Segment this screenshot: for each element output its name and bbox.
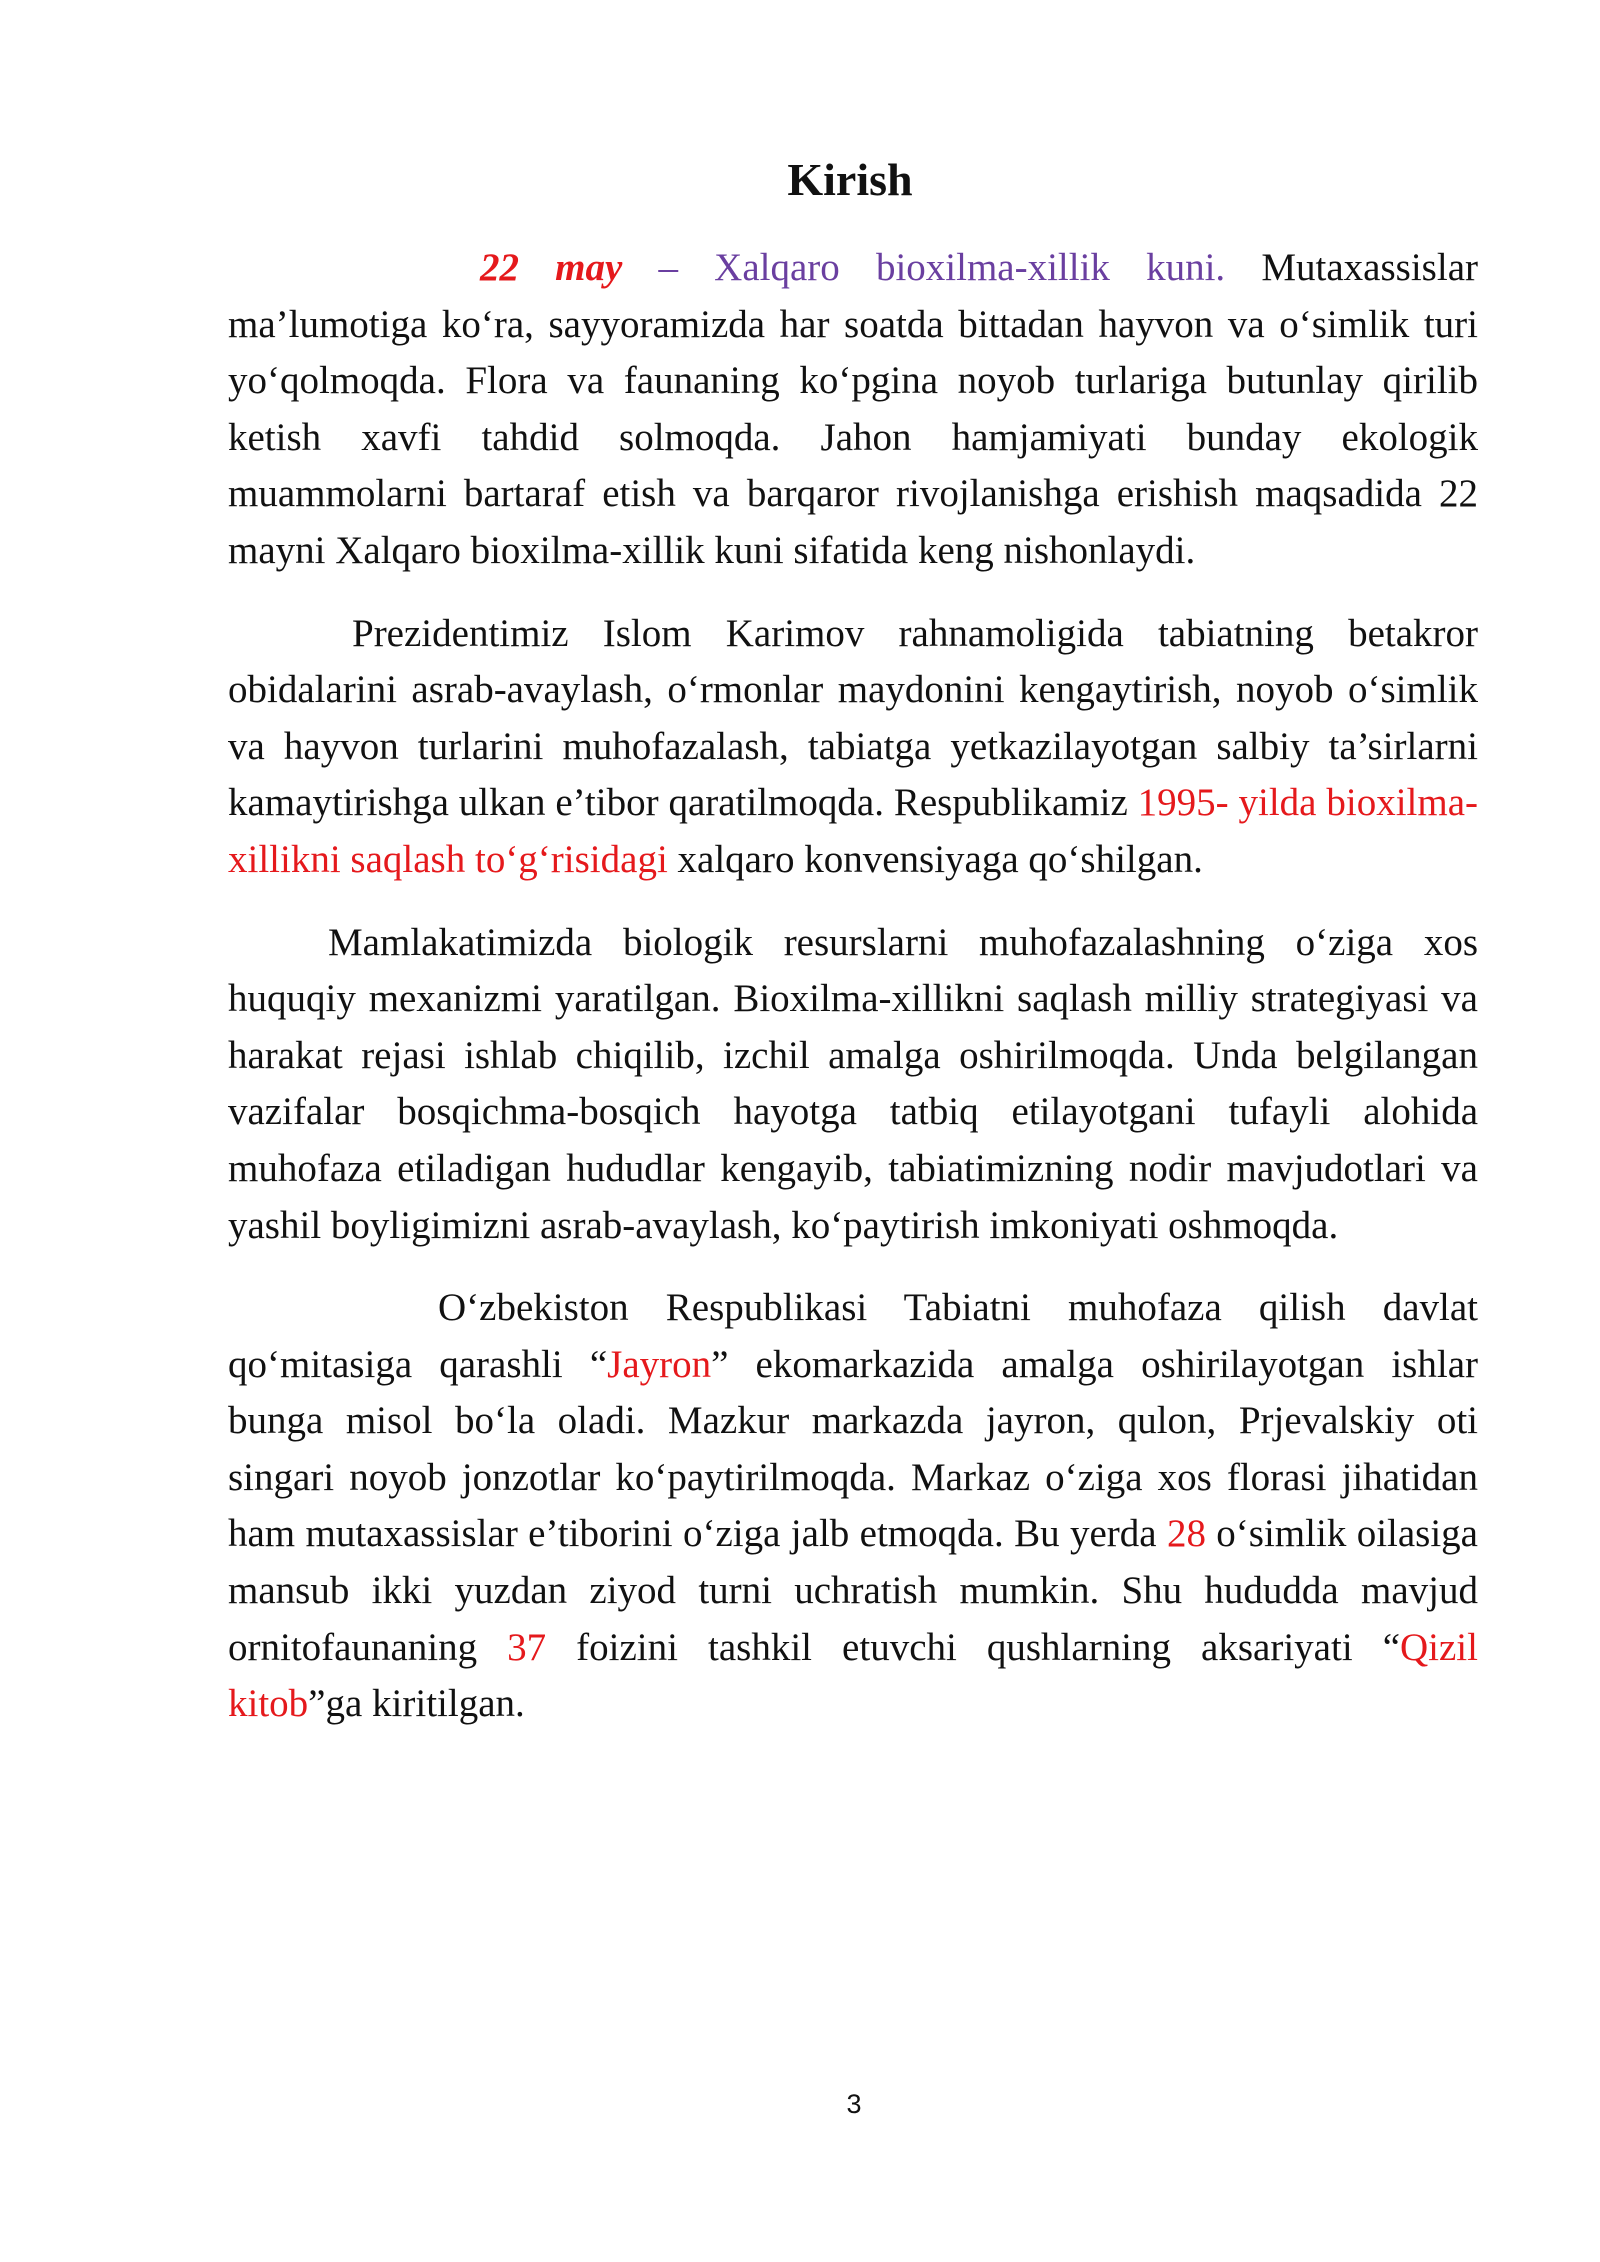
- paragraph-3-text: Mamlakatimizda biologik resurslarni muhofazalashning o‘ziga xos huquqiy mexanizmi yaratilgan. Bioxilma-xillikni saqlash milliy strategiyasi va harakat rejasi ishlab chiqilib, izchil amalga oshirilmoqda. Unda belgilangan vazifalar bosqichma-bosqich hayotga tatbiq etilayotgani tufayli alohida muhofaza etiladigan hududlar kengayib, tabiatimizning nodir mavjudotlari va yashil boyligimizni asrab-avaylash, ko‘paytirish imkoniyati oshmoqda.: [228, 920, 1478, 1247]
- paragraph-2-text-a: Prezidentimiz Islom Karimov rahnamoligida tabiatning betakror obidalarini asrab-avaylash, o‘rmonlar maydonini kengaytirish, noyob o‘simlik va hayvon turlarini muhofazalash, tabiatga yetkazilayotgan salbiy ta’sirlarni kamaytirishga ulkan e’tibor qaratilmoqda. Respublikamiz: [228, 611, 1478, 825]
- paragraph-4-text-d: foizini tashkil etuvchi qushlarning aksariyati “: [546, 1625, 1400, 1669]
- page-title: Kirish: [787, 154, 913, 205]
- highlighted-holiday-name: Xalqaro bioxilma-xillik kuni.: [714, 246, 1226, 289]
- paragraph-2-text-b: xalqaro konvensiyaga qo‘shilgan.: [667, 837, 1203, 881]
- highlighted-number-37: 37: [507, 1625, 547, 1669]
- paragraph-3: [228, 915, 1478, 1255]
- paragraph-1-text: Mutaxassislar ma’lumotiga ko‘ra, sayyoramizda har soatda bittadan hayvon va o‘simlik turi yo‘qolmoqda. Flora va faunaning ko‘pgina noyob turlariga butunlay qirilib ketish xavfi tahdid solmoqda. Jahon hamjamiyati bunday ekologik muammolarni bartaraf etish va barqaror rivojlanishga erishish maqsadida 22 mayni Xalqaro bioxilma-xillik kuni sifatida keng nishonlaydi.: [228, 246, 1478, 572]
- highlighted-number-28: 28: [1166, 1512, 1206, 1556]
- paragraph-4-text-a: O‘zbekiston Respublikasi Tabiatni muhofaza qilish davlat qo‘mitasiga qarashli “: [228, 1286, 1478, 1386]
- highlighted-qizil-kitob: Qizil kitob: [228, 1625, 1478, 1726]
- paragraph-4-text-c: o‘simlik oilasiga mansub ikki yuzdan ziyod turni uchratish mumkin. Shu hududda mavjud ornitofaunaning: [228, 1512, 1478, 1669]
- paragraph-4: [228, 1280, 1478, 1733]
- dash-separator: –: [622, 246, 715, 289]
- paragraph-4-text-b: ” ekomarkazida amalga oshirilayotgan ishlar bunga misol bo‘la oladi. Mazkur markazda jayron, qulon, Prjevalskiy oti singari noyob jonzotlar ko‘paytirilmoqda. Markaz o‘ziga xos florasi jihatidan ham mutaxassislar e’tiborini o‘ziga jalb etmoqda. Bu yerda: [228, 1342, 1478, 1556]
- highlighted-date: 22 may: [480, 246, 623, 289]
- highlighted-convention: 1995- yilda bioxilma-xillikni saqlash to‘g‘risidagi: [228, 781, 1479, 881]
- document-body: [228, 240, 1478, 1759]
- paragraph-4-text-e: ”ga kiritilgan.: [308, 1682, 525, 1726]
- paragraph-2: [228, 606, 1478, 889]
- highlighted-jayron: Jayron: [607, 1342, 712, 1386]
- page-number: 3: [846, 2089, 862, 2119]
- paragraph-1: [228, 240, 1478, 580]
